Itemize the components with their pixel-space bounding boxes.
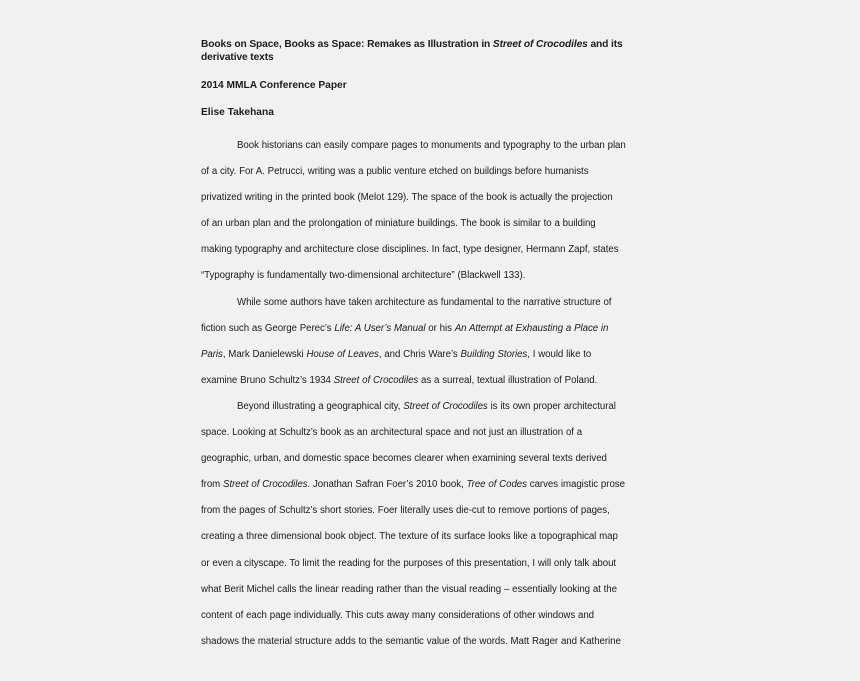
italic-title-text: Tree of Codes [466,479,527,491]
text-segment: privatized writing in the printed book (Melot 129). The space of the book is actually the projection [201,192,613,204]
text-segment: creating a three dimensional book object. The texture of its surface looks like a topographical map [201,531,618,543]
italic-title-text: An Attempt at Exhausting a Place in [454,322,609,334]
italic-title-text: House of Leaves [306,348,379,360]
document-title [201,38,663,64]
text-line [201,211,663,237]
italic-title-text: Paris [201,348,223,360]
text-line [201,472,663,498]
italic-title-text: Life: A User’s Manual [334,322,426,334]
text-line [201,498,663,524]
text-segment: While some authors have taken architecture as fundamental to the narrative structure of [237,296,612,308]
text-line [201,629,663,655]
text-line [201,316,663,342]
text-segment: content of each page individually. This cuts away many considerations of other windows and [201,609,595,621]
text-segment: fiction such as George Perec’s [201,322,335,334]
text-line [201,263,663,289]
text-segment: of a city. For A. Petrucci, writing was a public venture etched on buildings before humanists [201,166,589,178]
italic-title-text: Street of Crocodiles [403,400,488,412]
text-segment: from [201,479,224,491]
text-line [201,368,663,394]
italic-title-text: Building Stories [460,348,528,360]
text-line [201,185,663,211]
text-line [201,446,663,472]
text-segment: . Jonathan Safran Foer’s 2010 book, [307,479,467,491]
text-line [201,237,663,263]
text-segment: , Mark Danielewski [222,348,307,360]
document-content [201,38,663,655]
text-segment: or even a cityscape. To limit the reading for the purposes of this presentation, I will only talk about [201,557,617,569]
text-line [201,342,663,368]
text-segment: making typography and architecture close disciplines. In fact, type designer, Hermann Zapf, states [201,244,619,256]
text-segment: as a surreal, textual illustration of Poland. [418,374,598,386]
text-segment: from the pages of Schultz’s short stories. Foer literally uses die-cut to remove portions of pages, [201,505,610,517]
title-text-end: and its derivative texts [201,39,623,63]
text-segment: of an urban plan and the prolongation of miniature buildings. The book is similar to a building [201,218,596,230]
text-line [201,420,663,446]
italic-title-text: Street of Crocodiles [333,374,419,386]
text-segment: what Berit Michel calls the linear reading rather than the visual reading – essentially looking at the [201,583,617,595]
text-segment: Beyond illustrating a geographical city, [237,400,404,412]
text-segment: , and Chris Ware’s [378,348,461,360]
text-segment: geographic, urban, and domestic space becomes clearer when examining several texts derived [201,453,607,465]
text-segment: Book historians can easily compare pages to monuments and typography to the urban plan [237,140,626,151]
text-line [201,133,663,159]
conference-label: 2014 MMLA Conference Paper [201,80,347,91]
text-line [201,603,663,629]
text-segment: , I would like to [527,348,592,360]
title-italic-text: Street of Crocodiles [492,39,588,50]
text-line [201,394,663,420]
text-line [201,159,663,185]
text-segment: or his [425,322,455,334]
text-segment: shadows the material structure adds to the semantic value of the words. Matt Rager and Katherine [201,635,621,647]
body-text [201,133,663,655]
text-segment: space. Looking at Schultz’s book as an architectural space and not just an illustration of a [201,427,583,439]
text-line [201,290,663,316]
text-segment: carves imagistic prose [526,479,625,491]
italic-title-text: Street of Crocodiles [223,479,308,491]
text-segment: “Typography is fundamentally two-dimensional architecture” (Blackwell 133). [201,270,526,282]
text-segment: examine Bruno Schultz’s 1934 [201,374,334,386]
text-line [201,524,663,550]
text-segment: is its own proper architectural [487,400,616,412]
author-name: Elise Takehana [201,107,274,118]
title-text: Books on Space, Books as Space: Remakes as Illustration in [201,39,493,50]
text-line [201,551,663,577]
text-line [201,577,663,603]
